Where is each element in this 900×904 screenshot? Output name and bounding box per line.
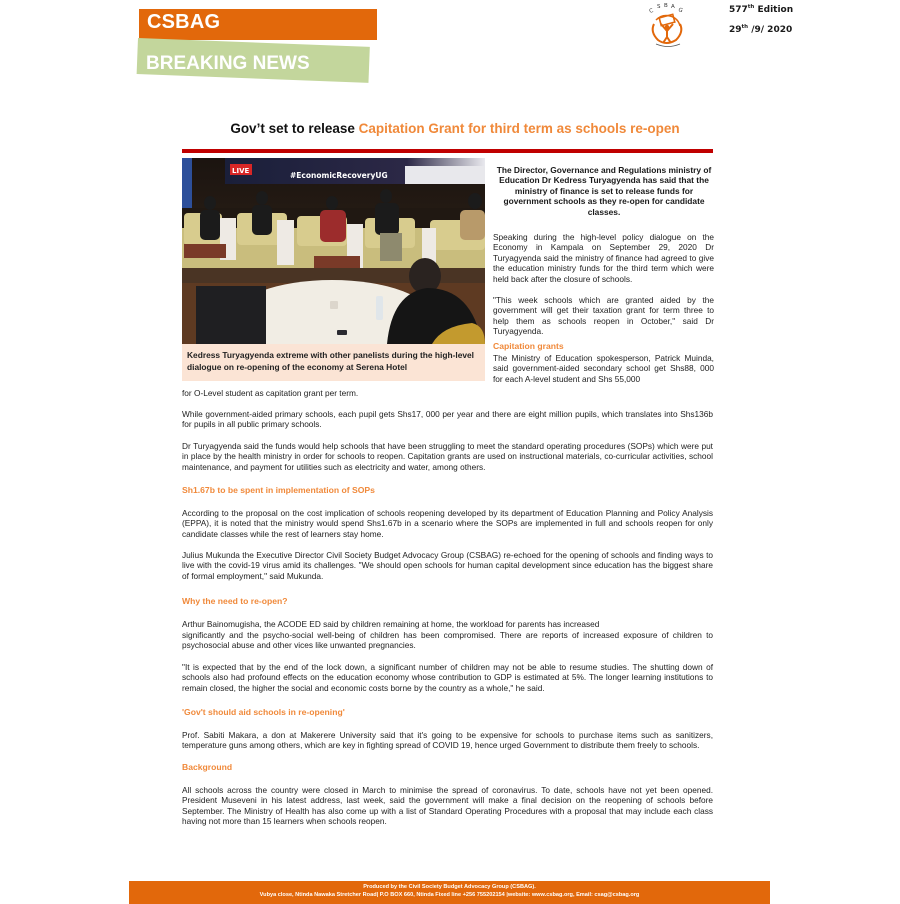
date-suffix: th — [741, 24, 749, 30]
paragraph-3b: for O-Level student as capitation grant per term. — [182, 388, 359, 398]
paragraph-8a: Arthur Bainomugisha, the ACODE ED said by children remaining at home, the workload for parents has increased — [182, 619, 600, 629]
edition-suffix: th — [747, 4, 755, 10]
svg-text:G: G — [677, 7, 684, 15]
photo-caption: Kedress Turyagyenda extreme with other panelists during the high-level dialogue on re-opening of the economy at Serena Hotel — [182, 344, 485, 381]
paragraph-4: While government-aided primary schools, each pupil gets Shs17, 000 per year and there are eight million pupils, which translates into Shs136b for pupils in all public primary schools. — [182, 409, 713, 430]
photo-live-tag: LIVE — [232, 167, 250, 175]
edition-value: 577 — [729, 5, 748, 15]
photo-hashtag: #EconomicRecoveryUG — [290, 171, 388, 180]
paragraph-3a: The Ministry of Education spokesperson, Patrick Muinda, said government-aided secondary school get Shs88, 000 for each A-level student and Shs 55,000 — [493, 353, 714, 384]
csbag-logo-icon — [646, 2, 690, 50]
issue-date — [729, 25, 792, 35]
paragraph-5: Dr Turyagyenda said the funds would help schools that have been struggling to meet the standard operating procedures (SOPs) which were put in place by the health ministry in order for schools to reopen. Capitation grants are used on instructional materials, co-curricular activities, school maintenance, and payment for utilities such as electricity and water, among others. — [182, 441, 713, 472]
footer-producer: Produced by the Civil Society Budget Advocacy Group (CSBAG). — [363, 884, 536, 890]
subheading-sops: Sh1.67b to be spent in implementation of SOPs — [182, 485, 375, 495]
subheading-govt-aid: 'Gov't should aid schools in re-opening' — [182, 707, 345, 717]
edition-label: Edition — [754, 5, 794, 15]
svg-text:S: S — [657, 4, 661, 10]
paragraph-11: All schools across the country were closed in March to minimise the spread of coronavirus. To date, schools have not yet been opened. President Museveni in his latest address, last week, said the government will make a final decision on the reopening of schools before September. The Ministry of Health has also come up with a list of Standard Operating Procedures with a proposal that may include each class having not more than 15 learners when schools reopen. — [182, 785, 713, 827]
paragraph-8b: significantly and the psycho-social well-being of children has been compromised. There are reports of increased exposure of children to psychosocial abuse and other vices like unwanted pregnancies. — [182, 630, 713, 651]
article-lede: The Director, Governance and Regulations ministry of Education Dr Kedress Turyagyenda has said that the ministry of finance is set to release funds for government schools as they re-open for candidate classes. — [496, 165, 712, 217]
paragraph-1: Speaking during the high-level policy dialogue on the Economy in Kampala on September 29, 2020 Dr Turyagyenda said the ministry of finance had agreed to give the education ministry funds for the third term which were held back after the closure of schools. — [493, 232, 714, 284]
footer — [129, 881, 770, 904]
edition-number — [729, 5, 793, 15]
svg-text:A: A — [671, 4, 675, 10]
headline-rule — [182, 149, 713, 153]
headline-lead: Gov’t set to release — [230, 121, 359, 136]
footer-contact: Vubya close, Ntinda Nawaka Stretcher Road| P.O BOX 660, Ntinda Fixed line +256 755202154 |website: www.csbag.org, Email: csag@csbag.org — [259, 891, 640, 898]
paragraph-9: "It is expected that by the end of the lock down, a significant number of children may not be able to resume studies. The shutting down of schools also had profound effects on the education economy whose contribution to GDP is estimated at 5%. The longer learning institutions to remain closed, the higher the social and economic costs borne by the country as a whole," he said. — [182, 662, 713, 693]
headline — [170, 121, 740, 136]
paragraph-10: Prof. Sabiti Makara, a don at Makerere University said that it's going to be expensive for schools to purchase items such as sanitizers, temperature guns among others, which are key in fighting spread of COVID 19, hence urged Government to distribute them freely to schools. — [182, 730, 713, 751]
date-day: 29 — [729, 25, 742, 35]
svg-text:B: B — [664, 3, 668, 9]
subheading-why-reopen: Why the need to re-open? — [182, 596, 288, 606]
article-photo — [182, 158, 485, 344]
subheading-background: Background — [182, 762, 233, 772]
headline-accent: Capitation Grant for third term as schools re-open — [358, 121, 680, 136]
date-rest: /9/ 2020 — [748, 25, 793, 35]
svg-text:C: C — [648, 7, 655, 15]
subheading-capitation-grants: Capitation grants — [493, 341, 564, 351]
breaking-news-label: BREAKING NEWS — [146, 53, 310, 74]
brand-name: CSBAG — [147, 11, 221, 33]
paragraph-2: "This week schools which are granted aided by the government will get their taxation grant for term three to help them as schools reopen in October," said Dr Turyagyenda. — [493, 295, 714, 337]
paragraph-7: Julius Mukunda the Executive Director Civil Society Budget Advocacy Group (CSBAG) re-echoed for the opening of schools and finding ways to live with the covid-19 virus amid its challenges. "We should open schools for human capital development since education has the biggest share of formal employment," said Mukunda. — [182, 550, 713, 581]
paragraph-6: According to the proposal on the cost implication of schools reopening developed by its department of Education Planning and Policy Analysis (EPPA), it is noted that the ministry would spend Shs1.67b in a scenario where the SOPs are implemented in full and schools reopen for only candidate classes while the rest of learners stay home. — [182, 508, 713, 539]
